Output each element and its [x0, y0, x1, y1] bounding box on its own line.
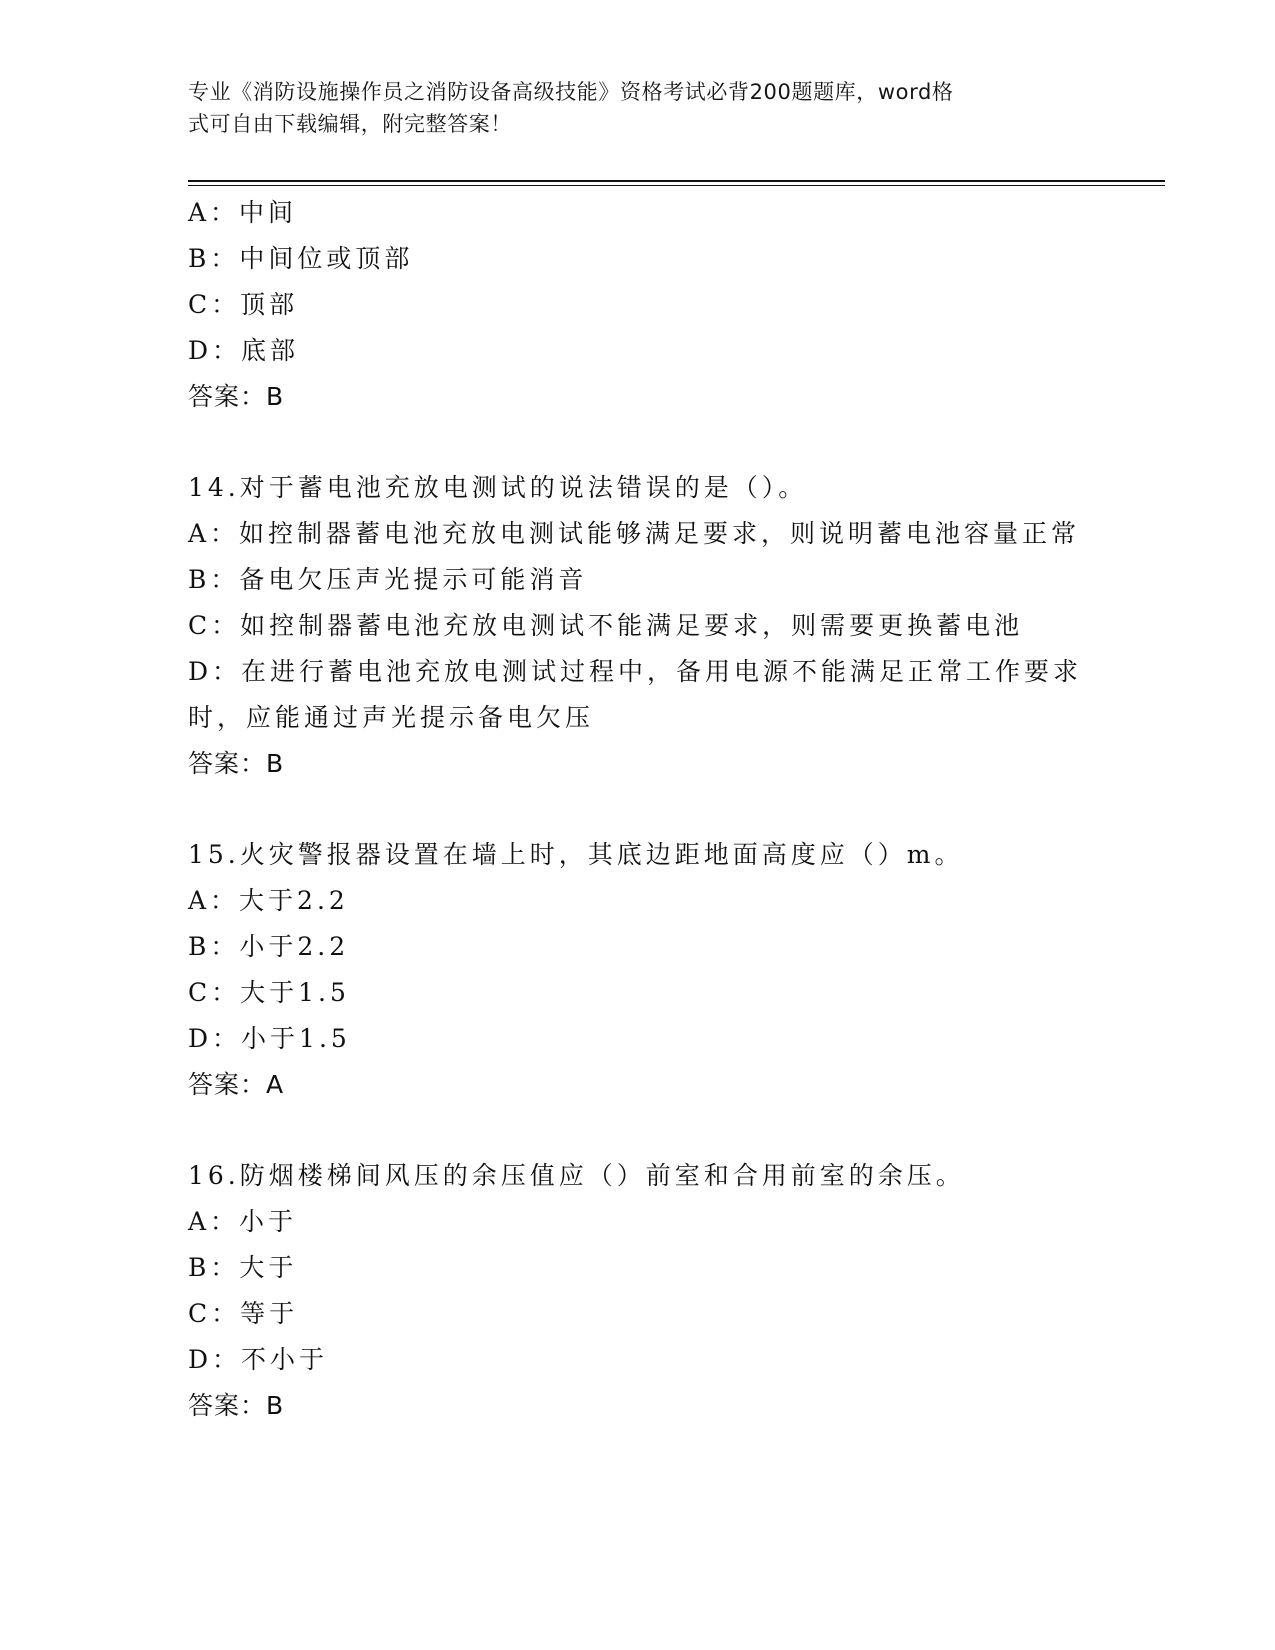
option-c: C：如控制器蓄电池充放电测试不能满足要求，则需要更换蓄电池	[188, 611, 1024, 640]
option-d: D：底部	[188, 336, 300, 365]
option-b: B：备电欠压声光提示可能消音	[188, 565, 588, 594]
answer: 答案：A	[188, 1070, 285, 1099]
option-c: C：大于1.5	[188, 978, 350, 1007]
option-b: B：大于	[188, 1253, 298, 1282]
option-d: D：在进行蓄电池充放电测试过程中，备用电源不能满足正常工作要求	[188, 657, 1083, 686]
question-14	[188, 465, 1088, 787]
option-b: B：中间位或顶部	[188, 244, 414, 273]
header-line-2: 式可自由下载编辑，附完整答案！	[188, 112, 512, 136]
question-list	[188, 190, 1088, 1429]
header-line-1: 专业《消防设施操作员之消防设备高级技能》资格考试必背200题题库，word格	[188, 80, 954, 104]
question-spacer	[188, 420, 1088, 465]
option-b: B：小于2.2	[188, 932, 350, 961]
header-rule-thick	[188, 180, 1165, 182]
document-header	[188, 76, 1078, 140]
option-c: C：等于	[188, 1299, 299, 1328]
question-stem: 14.对于蓄电池充放电测试的说法错误的是（）。	[188, 473, 808, 502]
option-d-continuation: 时，应能通过声光提示备电欠压	[188, 703, 595, 732]
answer: 答案：B	[188, 1391, 285, 1420]
answer: 答案：B	[188, 382, 285, 411]
question-spacer	[188, 787, 1088, 832]
question-stem: 15.火灾警报器设置在墙上时，其底边距地面高度应（）m。	[188, 840, 964, 869]
option-d: D：小于1.5	[188, 1024, 351, 1053]
option-a: A：如控制器蓄电池充放电测试能够满足要求，则说明蓄电池容量正常	[188, 519, 1081, 548]
option-d: D：不小于	[188, 1345, 329, 1374]
question-13	[188, 190, 1088, 420]
question-spacer	[188, 1108, 1088, 1153]
option-c: C：顶部	[188, 290, 299, 319]
question-stem: 16.防烟楼梯间风压的余压值应（）前室和合用前室的余压。	[188, 1161, 965, 1190]
header-rule-thin	[188, 185, 1165, 186]
option-a: A：中间	[188, 198, 298, 227]
question-16	[188, 1153, 1088, 1429]
answer: 答案：B	[188, 749, 285, 778]
question-15	[188, 832, 1088, 1108]
option-a: A：小于	[188, 1207, 298, 1236]
option-a: A：大于2.2	[188, 886, 349, 915]
